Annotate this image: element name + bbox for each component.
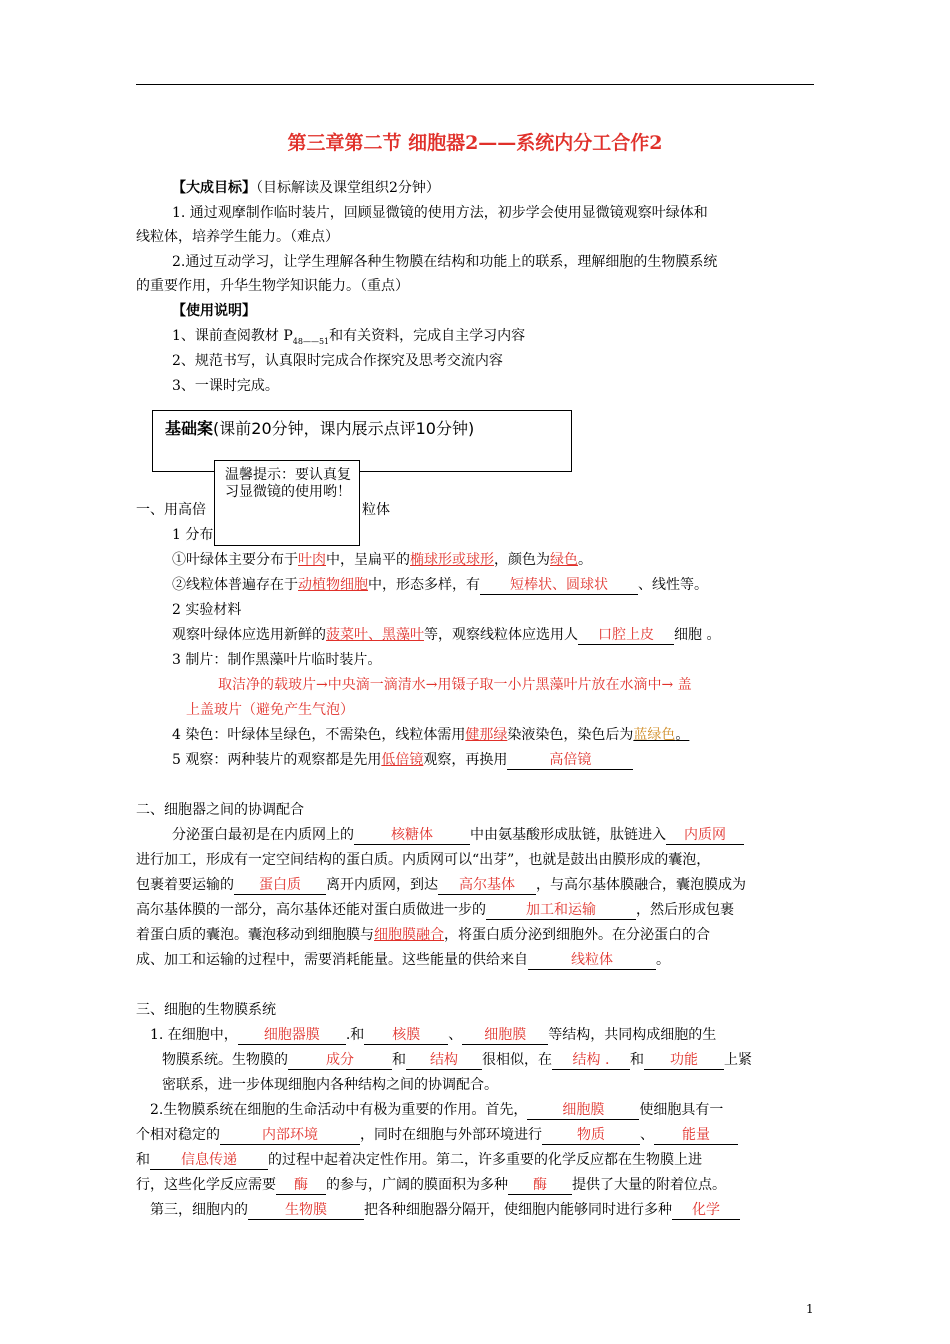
answer: 蓝绿色	[633, 727, 676, 743]
text: 细胞 。	[674, 627, 721, 643]
s1-line-3	[172, 625, 720, 645]
answer: 酶	[508, 1177, 572, 1195]
goal-1b: 线粒体，培养学生能力。（难点）	[136, 229, 339, 245]
usage-1-text: 1、课前查阅教材 P	[172, 328, 293, 344]
answer: 能量	[654, 1127, 738, 1145]
text: 观察，再换用	[423, 752, 508, 768]
text: 。	[578, 552, 592, 568]
text: ，然后形成包裹	[636, 902, 734, 918]
text: 提供了大量的附着位点。	[572, 1177, 726, 1193]
text: 物膜系统。生物膜的	[162, 1052, 288, 1068]
answer: 物质	[542, 1127, 640, 1145]
answer: 结构	[406, 1052, 482, 1070]
text: 等结构，共同构成细胞的生	[548, 1027, 717, 1043]
text: ①叶绿体主要分布于	[172, 552, 298, 568]
sub-prep: 3 制片：制作黑藻叶片临时装片。	[172, 652, 382, 668]
procedure-2: 上盖玻片（避免产生气泡）	[186, 702, 354, 718]
text: 中，呈扁平的	[326, 552, 410, 568]
answer: 化学	[672, 1202, 740, 1220]
answer: 加工和运输	[486, 902, 636, 920]
text: 4 染色：叶绿体呈绿色，不需染色，线粒体需用	[172, 727, 466, 743]
s3-line-6	[136, 1150, 702, 1170]
text: 。	[656, 952, 670, 968]
tip-box: 温馨提示：要认真复习显微镜的使用哟！	[214, 460, 360, 546]
answer: 核膜	[364, 1027, 448, 1045]
text: ②线粒体普遍存在于	[172, 577, 298, 593]
text: 使细胞具有一	[639, 1102, 724, 1118]
goals-note: （目标解读及课堂组织2分钟）	[256, 180, 440, 196]
section-3-heading: 三、细胞的生物膜系统	[136, 1002, 276, 1018]
base-case-title	[165, 416, 474, 439]
header-rule	[136, 84, 814, 85]
answer: 低倍镜	[381, 752, 424, 768]
text: 的过程中起着决定性作用。第二，许多重要的化学反应都在生物膜上进	[268, 1152, 702, 1168]
text: ，将蛋白质分泌到细胞外。在分泌蛋白的合	[444, 927, 710, 943]
goals-heading: 【大成目标】	[172, 180, 256, 196]
s3-line-3: 密联系，进一步体现细胞内各种结构之间的协调配合。	[162, 1077, 498, 1093]
section-2-heading: 二、细胞器之间的协调配合	[136, 802, 304, 818]
answer: 细胞器膜	[238, 1027, 346, 1045]
text: 高尔基体膜的一部分，高尔基体还能对蛋白质做进一步的	[136, 902, 486, 918]
answer: 叶肉	[298, 552, 326, 568]
answer: 生物膜	[248, 1202, 364, 1220]
goal-2b: 的重要作用，升华生物学知识能力。（重点）	[136, 278, 409, 294]
answer: 椭球形或球形	[410, 552, 494, 568]
answer: 信息传递	[150, 1152, 268, 1170]
sub-distribution: 1 分布	[172, 527, 214, 543]
text: 、线性等。	[638, 577, 708, 593]
text: ，与高尔基体膜融合，囊泡膜成为	[536, 877, 746, 893]
answer: 绿色	[550, 552, 578, 568]
text: 分泌蛋白最初是在内质网上的	[172, 827, 354, 843]
procedure-1: 取洁净的载玻片→中央滴一滴清水→用镊子取一小片黑藻叶片放在水滴中→ 盖	[218, 677, 692, 693]
answer: 动植物细胞	[298, 577, 368, 593]
answer: 内质网	[666, 827, 744, 845]
s3-line-4	[150, 1100, 723, 1120]
text: 和	[630, 1052, 644, 1068]
page-range: 48——51	[292, 336, 330, 346]
text: 染液染色，染色后为	[507, 727, 634, 743]
text: ，同时在细胞与外部环境进行	[360, 1127, 542, 1143]
answer: 线粒体	[528, 952, 656, 970]
goals-line	[172, 178, 440, 198]
base-case-note: (课前20分钟，课内展示点评10分钟)	[213, 419, 475, 438]
answer: 结构 .	[552, 1052, 630, 1070]
s1-line-1	[172, 550, 592, 570]
answer: 健那绿	[465, 727, 508, 743]
text: 1. 在细胞中，	[150, 1027, 238, 1043]
text: 观察叶绿体应选用新鲜的	[172, 627, 326, 643]
s2-line-3	[136, 875, 746, 895]
usage-3: 3、一课时完成。	[172, 378, 279, 394]
text: 个相对稳定的	[136, 1127, 220, 1143]
usage-heading: 【使用说明】	[172, 303, 256, 319]
text: 成、加工和运输的过程中，需要消耗能量。这些能量的供给来自	[136, 952, 528, 968]
text: .和	[345, 1027, 365, 1043]
section-1-heading-a: 一、用高倍	[136, 502, 206, 518]
s1-line-4	[172, 725, 701, 745]
text: 离开内质网，到达	[326, 877, 438, 893]
goal-2a: 2.通过互动学习，让学生理解各种生物膜在结构和功能上的联系，理解细胞的生物膜系统	[172, 254, 718, 270]
text: 包裹着要运输的	[136, 877, 234, 893]
text: 的参与，广阔的膜面积为多种	[326, 1177, 508, 1193]
answer: 酶	[276, 1177, 326, 1195]
text: 、	[640, 1127, 654, 1143]
answer: 内部环境	[220, 1127, 360, 1145]
page-number: 1	[806, 1302, 814, 1316]
answer: 菠菜叶、黑藻叶	[326, 627, 424, 643]
s1-line-5	[172, 750, 633, 770]
sub-materials: 2 实验材料	[172, 602, 242, 618]
text: 等，观察线粒体应选用人	[424, 627, 578, 643]
text: 着蛋白质的囊泡。囊泡移动到细胞膜与	[136, 927, 374, 943]
s3-line-8	[150, 1200, 740, 1220]
s2-line-4	[136, 900, 734, 920]
s2-line-1	[172, 825, 744, 845]
answer: 高倍镜	[507, 752, 633, 770]
answer: 短棒状、圆球状	[480, 577, 638, 595]
answer: 口腔上皮	[578, 627, 674, 645]
answer: 蛋白质	[234, 877, 326, 895]
s2-line-5	[136, 925, 710, 945]
s2-line-2: 进行加工，形成有一定空间结构的蛋白质。内质网可以“出芽”，也就是鼓出由膜形成的囊泡，	[136, 852, 711, 868]
text: 中由氨基酸形成肽链，肽链进入	[470, 827, 666, 843]
text: 行，这些化学反应需要	[136, 1177, 276, 1193]
text: 把各种细胞器分隔开，使细胞内能够同时进行多种	[364, 1202, 672, 1218]
usage-1	[172, 326, 525, 352]
text: 很相似，在	[482, 1052, 552, 1068]
text: ，颜色为	[494, 552, 550, 568]
usage-2: 2、规范书写，认真限时完成合作探究及思考交流内容	[172, 353, 503, 369]
answer: 细胞膜	[462, 1027, 548, 1045]
text: 上紧	[724, 1052, 752, 1068]
goal-1a: 1. 通过观摩制作临时装片，回顾显微镜的使用方法，初步学会使用显微镜观察叶绿体和	[172, 205, 708, 221]
answer: 功能	[644, 1052, 724, 1070]
text: 中，形态多样，有	[368, 577, 480, 593]
text: 、	[448, 1027, 463, 1043]
answer: 高尔基体	[438, 877, 536, 895]
section-1-heading-b: 粒体	[362, 502, 390, 518]
base-case-label: 基础案	[165, 419, 214, 438]
s2-line-6	[136, 950, 670, 970]
answer: 成分	[288, 1052, 392, 1070]
s1-line-2	[172, 575, 708, 595]
s3-line-5	[136, 1125, 738, 1145]
answer: 核糖体	[354, 827, 470, 845]
s3-line-2	[162, 1050, 752, 1070]
answer: 细胞膜融合	[374, 927, 444, 943]
s3-line-1	[150, 1025, 716, 1045]
answer: 细胞膜	[527, 1102, 639, 1120]
text: 第三，细胞内的	[150, 1202, 248, 1218]
text: 。	[675, 727, 690, 743]
usage-1-tail: 和有关资料，完成自主学习内容	[329, 328, 526, 344]
text: 5 观察：两种装片的观察都是先用	[172, 752, 382, 768]
text: 和	[136, 1152, 150, 1168]
text: 和	[392, 1052, 406, 1068]
text: 2.生物膜系统在细胞的生命活动中有极为重要的作用。首先，	[150, 1102, 528, 1118]
s3-line-7	[136, 1175, 726, 1195]
page-title: 第三章第二节 细胞器2——系统内分工合作2	[287, 132, 663, 154]
